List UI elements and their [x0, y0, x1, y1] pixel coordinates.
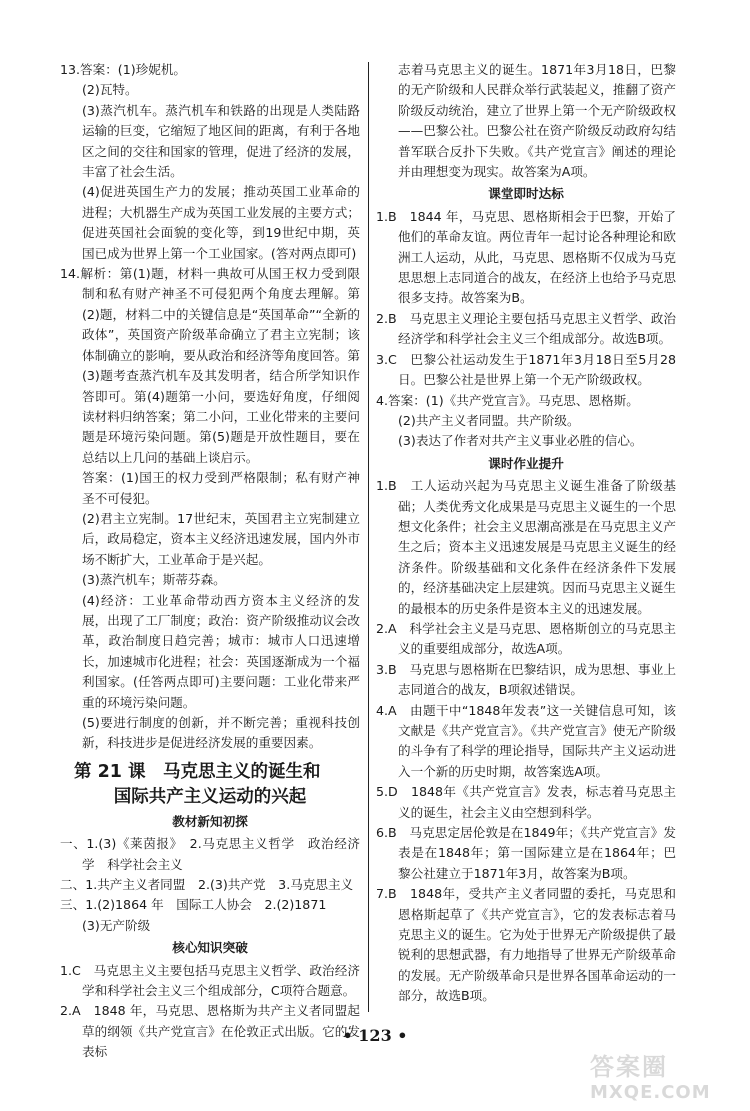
column-divider — [368, 62, 369, 1012]
core-item-2: 2.A 1848 年，马克思、恩格斯为共产主义者同盟起草的纲领《共产党宣言》在伦敦正式出版。它的发表标 — [60, 1003, 360, 1060]
watermark-url: MXQE.COM — [590, 1082, 711, 1103]
q14-answer-1: 答案：(1)国王的权力受到严格限制；私有财产神圣不可侵犯。 — [82, 470, 360, 506]
watermark-logo-text: 答案圈 — [590, 1053, 668, 1081]
textbook-line-4: (3)无产阶级 — [82, 917, 151, 933]
core-item-2-continued: 志着马克思主义的诞生。1871年3月18日，巴黎的无产阶级和人民群众举行武装起义，推翻了资产阶级反动统治，建立了世界上第一个无产阶级政权——巴黎公社。巴黎公社在资产阶级反动政府勾结普军联合反扑下失败。《共产党宣言》阐述的理论并由理想变为现实。故答案为A项。 — [398, 62, 676, 180]
textbook-line-1: 一、1.(3)《莱茵报》 2.马克思主义哲学 政治经济学 科学社会主义 — [60, 836, 360, 872]
section-title-core: 核心知识突破 — [172, 940, 248, 956]
homework-item-2: 2.A 科学社会主义是马克思、恩格斯创立的马克思主义的重要组成部分，故选A项。 — [376, 620, 676, 657]
right-column — [376, 60, 676, 1007]
core-item-1: 1.C 马克思主义主要包括马克思主义哲学、政治经济学和科学社会主义三个组成部分，C项符合题意。 — [60, 962, 360, 999]
page-number: • 123 • — [342, 1026, 408, 1045]
lesson-title-line-1: 第 21 课 马克思主义的诞生和 — [74, 761, 321, 782]
classroom-item-4-3: (3)表达了作者对共产主义事业必胜的信心。 — [398, 433, 643, 449]
q14-answer-5: (5)要进行制度的创新，并不断完善；重视科技创新，科技进步是促进经济发展的重要因素。 — [82, 715, 360, 751]
classroom-item-2: 2.B 马克思主义理论主要包括马克思主义哲学、政治经济学和科学社会主义三个组成部分。故选B项。 — [376, 310, 676, 347]
homework-item-6: 6.B 马克思定居伦敦是在1849年；《共产党宣言》发表是在1848年；第一国际建立是在1864年；巴黎公社建立于1871年3月，故答案为B项。 — [376, 825, 676, 881]
textbook-line-2: 二、1.共产主义者同盟 2.(3)共产党 3.马克思主义 — [60, 877, 354, 893]
q14-answer-3: (3)蒸汽机车；斯蒂芬森。 — [82, 572, 226, 588]
q13-answer-4: (4)促进英国生产力的发展；推动英国工业革命的进程；大机器生产成为英国工业发展的主要方式；促进英国社会面貌的变化等，到19世纪中期，英国已成为世界上第一个工业国家。(答对两点即可) — [82, 184, 360, 261]
classroom-item-3: 3.C 巴黎公社运动发生于1871年3月18日至5月28日。巴黎公社是世界上第一个无产阶级政权。 — [376, 351, 676, 388]
q14-analysis: 14.解析：第(1)题，材料一典故可从国王权力受到限制和私有财产神圣不可侵犯两个角度去理解。第(2)题，材料二中的关键信息是“英国革命”“全新的政体”，英国资产阶级革命确立了君主立宪制；该体制确立的影响，要从政治和经济等角度回答。第(3)题考查蒸汽机车及其发明者，结合所学知识作答即可。第(4)题第一小问，要选好角度，仔细阅读材料归纳答案；第二小问，工业化带来的主要问题是环境污染问题。第(5)题是开放性题目，要在总结以上几问的基础上谈启示。 — [60, 266, 360, 465]
q14-answer-4: (4)经济：工业革命带动西方资本主义经济的发展，出现了工厂制度；政治：资产阶级推动议会改革，政治制度日趋完善；城市：城市人口迅速增长，加速城市化进程；社会：英国逐渐成为一个福利国家。(任答两点即可)主要问题：工业化带来严重的环境污染问题。 — [82, 592, 360, 710]
q13-answer-3: (3)蒸汽机车。蒸汽机车和铁路的出现是人类陆路运输的巨变，它缩短了地区间的距离，有利于各地区之间的交往和国家的管理，促进了经济的发展，丰富了社会生活。 — [82, 102, 360, 180]
classroom-item-1: 1.B 1844 年，马克思、恩格斯相会于巴黎，开始了他们的革命友谊。两位青年一起讨论各种理论和欧洲工人运动，从此，马克思、恩格斯不仅成为马克思思想上志同道合的战友，在经济上也给予马克思很多支持。故答案为B。 — [376, 208, 676, 306]
homework-item-3: 3.B 马克思与恩格斯在巴黎结识，成为思想、事业上志同道合的战友，B项叙述错误。 — [376, 661, 676, 698]
q13-answer-2: (2)瓦特。 — [82, 82, 138, 98]
section-title-homework: 课时作业提升 — [488, 455, 564, 471]
q14-answer-2: (2)君主立宪制。17世纪末，英国君主立宪制建立后，政局稳定，资本主义经济迅速发展，国内外市场不断扩大，工业革命于是兴起。 — [82, 510, 360, 567]
homework-item-5: 5.D 1848年《共产党宣言》发表，标志着马克思主义的诞生，社会主义由空想到科学。 — [376, 784, 676, 820]
q13-answer-1: 13.答案：(1)珍妮机。 — [60, 62, 187, 77]
section-title-classroom: 课堂即时达标 — [488, 186, 564, 202]
textbook-line-3: 三、1.(2)1864 年 国际工人协会 2.(2)1871 — [60, 897, 327, 913]
classroom-item-4-2: (2)共产主义者同盟。共产阶级。 — [398, 412, 580, 428]
homework-item-7: 7.B 1848年，受共产主义者同盟的委托，马克思和恩格斯起草了《共产党宣言》，它的发表标志着马克思主义的诞生。它为处于世界无产阶级提供了最锐利的思想武器，有力地指导了世界无产阶级革命的发展。无产阶级革命只是世界各国革命运动的一部分，故选B项。 — [376, 886, 676, 1004]
left-column — [60, 60, 360, 1063]
watermark-logo — [590, 1052, 720, 1106]
lesson-title — [60, 760, 360, 810]
homework-item-4: 4.A 由题干中“1848年发表”这一关键信息可知，该文献是《共产党宣言》。《共产党宣言》使无产阶级的斗争有了科学的理论指导，国际共产主义运动进入一个新的历史时期，故答案选A项。 — [376, 702, 676, 779]
homework-item-1: 1.B 工人运动兴起为马克思主义诞生准备了阶级基础；人类优秀文化成果是马克思主义诞生的一个思想文化条件；社会主义思潮高涨是在马克思主义产生之后；资本主义迅速发展是马克思主义诞生的经济条件。阶级基础和文化条件在经济条件下发展的，经济基础决定上层建筑。因而马克思主义诞生的最根本的历史条件是资本主义的迅速发展。 — [376, 478, 676, 616]
lesson-title-line-2: 国际共产主义运动的兴起 — [113, 786, 307, 807]
classroom-item-4: 4.答案：(1)《共产党宣言》。马克思、恩格斯。 — [376, 392, 639, 408]
section-title-textbook: 教材新知初探 — [172, 813, 248, 829]
